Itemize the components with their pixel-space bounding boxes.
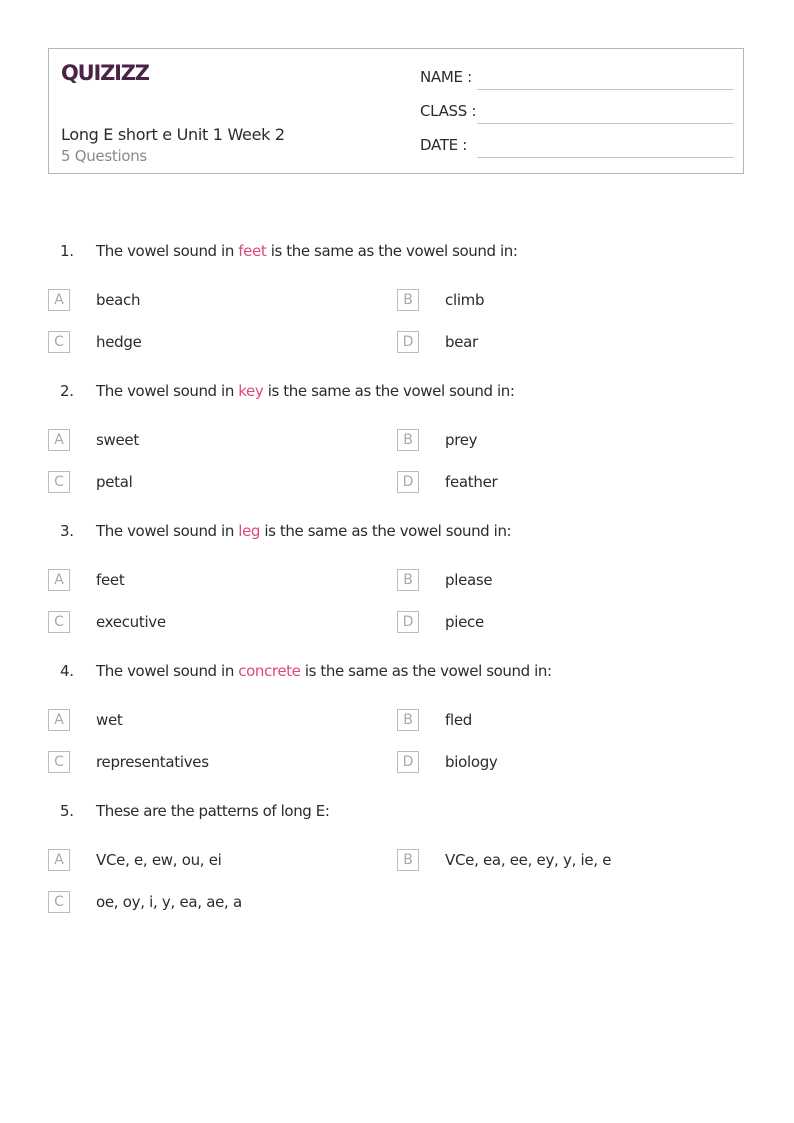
logo-wordmark: QUIZIZZ bbox=[61, 61, 149, 85]
worksheet-header bbox=[48, 48, 744, 174]
option-text: representatives bbox=[96, 753, 209, 771]
question-prefix: The vowel sound in bbox=[96, 522, 239, 540]
date-field bbox=[420, 136, 734, 160]
question-prefix: The vowel sound in bbox=[96, 662, 239, 680]
question-suffix: is the same as the vowel sound in: bbox=[263, 382, 515, 400]
option-text: oe, oy, i, y, ea, ae, a bbox=[96, 893, 242, 911]
option-text: prey bbox=[445, 431, 478, 449]
date-line[interactable] bbox=[477, 157, 734, 158]
option-letter-box[interactable]: C bbox=[48, 471, 70, 493]
option-letter-box[interactable]: B bbox=[397, 429, 419, 451]
option-letter-box[interactable]: A bbox=[48, 849, 70, 871]
option-text: fled bbox=[445, 711, 472, 729]
class-label: CLASS : bbox=[420, 102, 477, 120]
option-letter-box[interactable]: C bbox=[48, 331, 70, 353]
question-prefix: The vowel sound in bbox=[96, 382, 239, 400]
option-text: please bbox=[445, 571, 493, 589]
question-number: 1. bbox=[60, 242, 74, 260]
option-text: executive bbox=[96, 613, 166, 631]
question-text bbox=[96, 382, 515, 400]
option-letter-box[interactable]: B bbox=[397, 569, 419, 591]
question-count: 5 Questions bbox=[61, 147, 147, 165]
option-text: beach bbox=[96, 291, 141, 309]
question-number: 3. bbox=[60, 522, 74, 540]
option-letter-box[interactable]: C bbox=[48, 751, 70, 773]
highlighted-word: key bbox=[238, 382, 264, 400]
name-label: NAME : bbox=[420, 68, 472, 86]
option-letter-box[interactable]: A bbox=[48, 569, 70, 591]
question-number: 2. bbox=[60, 382, 74, 400]
option-letter-box[interactable]: C bbox=[48, 891, 70, 913]
highlighted-word: feet bbox=[238, 242, 267, 260]
option-text: piece bbox=[445, 613, 484, 631]
option-text: hedge bbox=[96, 333, 142, 351]
option-letter-box[interactable]: A bbox=[48, 429, 70, 451]
name-field bbox=[420, 68, 734, 92]
option-text: feet bbox=[96, 571, 125, 589]
date-label: DATE : bbox=[420, 136, 468, 154]
question-suffix: is the same as the vowel sound in: bbox=[266, 242, 518, 260]
option-letter-box[interactable]: A bbox=[48, 289, 70, 311]
option-text: sweet bbox=[96, 431, 139, 449]
highlighted-word: leg bbox=[238, 522, 261, 540]
question-text bbox=[96, 802, 330, 820]
option-text: bear bbox=[445, 333, 478, 351]
highlighted-word: concrete bbox=[238, 662, 301, 680]
question-suffix: is the same as the vowel sound in: bbox=[260, 522, 512, 540]
option-letter-box[interactable]: D bbox=[397, 331, 419, 353]
option-text: climb bbox=[445, 291, 485, 309]
option-letter-box[interactable]: B bbox=[397, 289, 419, 311]
worksheet-title: Long E short e Unit 1 Week 2 bbox=[61, 125, 285, 144]
question-number: 5. bbox=[60, 802, 74, 820]
question-text bbox=[96, 522, 511, 540]
option-letter-box[interactable]: B bbox=[397, 709, 419, 731]
option-letter-box[interactable]: D bbox=[397, 471, 419, 493]
class-line[interactable] bbox=[477, 123, 734, 124]
option-letter-box[interactable]: A bbox=[48, 709, 70, 731]
quizizz-logo bbox=[61, 58, 153, 86]
option-letter-box[interactable]: D bbox=[397, 751, 419, 773]
question-prefix: The vowel sound in bbox=[96, 242, 239, 260]
option-text: VCe, ea, ee, ey, y, ie, e bbox=[445, 851, 612, 869]
option-text: feather bbox=[445, 473, 498, 491]
option-text: VCe, e, ew, ou, ei bbox=[96, 851, 222, 869]
name-line[interactable] bbox=[477, 89, 734, 90]
question-text bbox=[96, 242, 518, 260]
question-prefix: These are the patterns of long E: bbox=[96, 802, 330, 820]
class-field bbox=[420, 102, 734, 126]
question-suffix: is the same as the vowel sound in: bbox=[300, 662, 552, 680]
option-text: petal bbox=[96, 473, 133, 491]
question-number: 4. bbox=[60, 662, 74, 680]
option-text: biology bbox=[445, 753, 498, 771]
question-text bbox=[96, 662, 552, 680]
option-letter-box[interactable]: D bbox=[397, 611, 419, 633]
option-letter-box[interactable]: B bbox=[397, 849, 419, 871]
option-letter-box[interactable]: C bbox=[48, 611, 70, 633]
option-text: wet bbox=[96, 711, 123, 729]
